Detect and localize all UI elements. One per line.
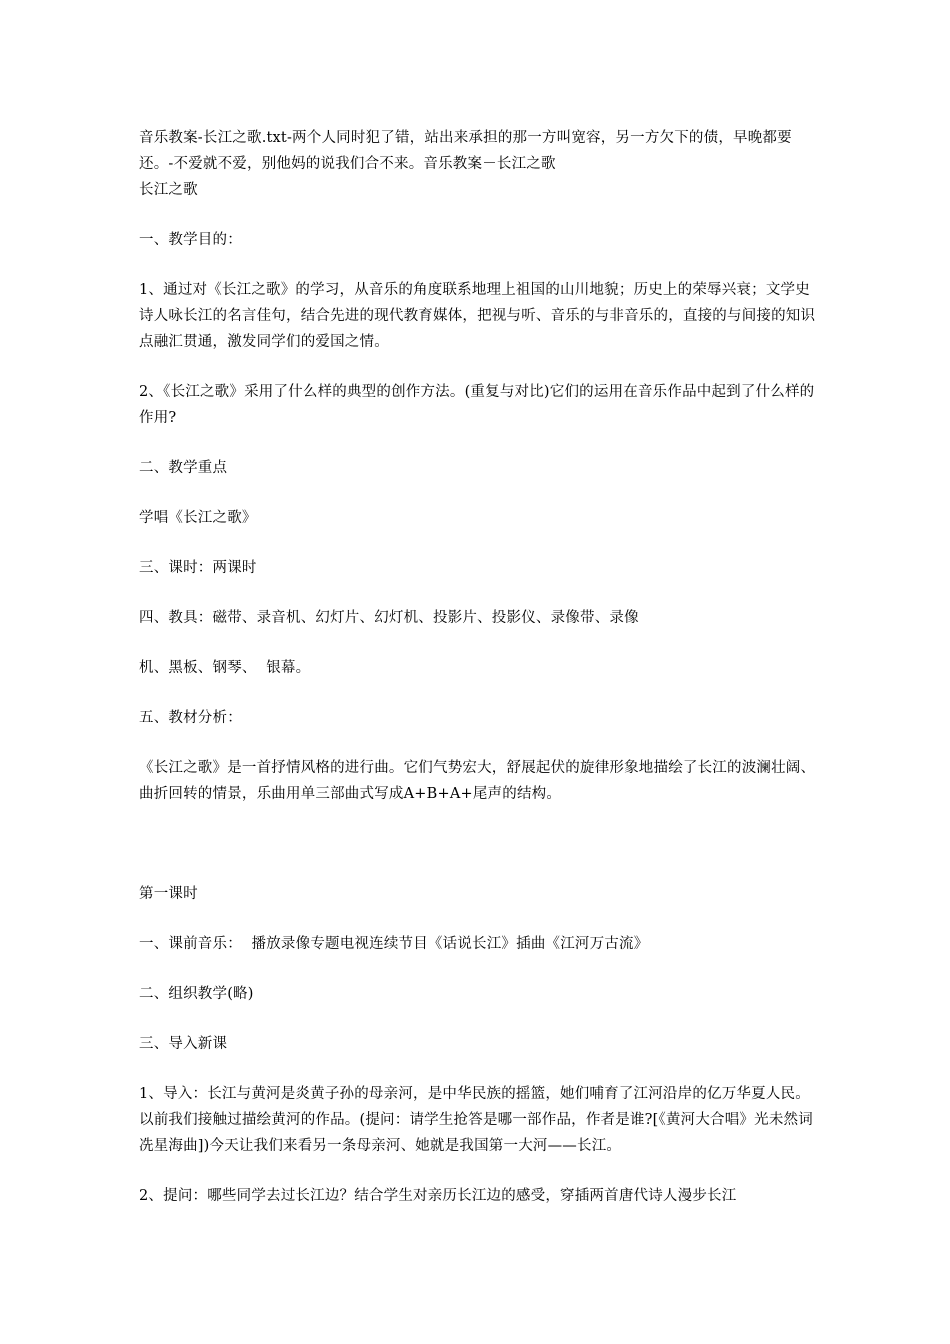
lesson-one-heading: 第一课时: [139, 886, 198, 902]
section-class-hours: 三、课时：两课时: [139, 560, 257, 576]
key-point-text: 学唱《长江之歌》: [139, 510, 257, 526]
section-teaching-aids: 四、教具：磁带、录音机、幻灯片、幻灯机、投影片、投影仪、录像带、录像: [139, 610, 639, 626]
objective-2: 2、《长江之歌》采用了什么样的典型的创作方法。(重复与对比)它们的运用在音乐作品中起到了什么样的作用?: [139, 384, 815, 426]
teaching-aids-continued: 机、黑板、钢琴、 银幕。: [139, 660, 311, 676]
analysis-text: 《长江之歌》是一首抒情风格的进行曲。它们气势宏大，舒展起伏的旋律形象地描绘了长江的波澜壮阔、曲折回转的情景，乐曲用单三部曲式写成A+B+A+尾声的结构。: [139, 760, 816, 802]
organize-teaching: 二、组织教学(略): [139, 986, 254, 1002]
header-line: 音乐教案-长江之歌.txt-两个人同时犯了错，站出来承担的那一方叫宽容，另一方欠下的债，早晚都要还。-不爱就不爱，别他妈的说我们合不来。音乐教案－长江之歌: [139, 130, 792, 172]
section-heading-key-points: 二、教学重点: [139, 460, 228, 476]
document-title: 长江之歌: [139, 182, 198, 198]
document-body: [139, 125, 819, 1209]
section-heading-analysis: 五、教材分析：: [139, 710, 242, 726]
section-heading-objectives: 一、教学目的：: [139, 232, 242, 248]
introduction-step-2: 2、提问：哪些同学去过长江边？结合学生对亲历长江边的感受，穿插两首唐代诗人漫步长江: [139, 1188, 737, 1204]
objective-1: 1、通过对《长江之歌》的学习，从音乐的角度联系地理上祖国的山川地貌；历史上的荣辱兴衰；文学史诗人咏长江的名言佳句，结合先进的现代教育媒体，把视与听、音乐的与非音乐的，直接的与间接的知识点融汇贯通，激发同学们的爱国之情。: [139, 282, 816, 350]
pre-class-music: 一、课前音乐： 播放录像专题电视连续节目《话说长江》插曲《江河万古流》: [139, 936, 649, 952]
introduction-step-1: 1、导入：长江与黄河是炎黄子孙的母亲河，是中华民族的摇篮，她们哺育了江河沿岸的亿万华夏人民。以前我们接触过描绘黄河的作品。(提问：请学生抢答是哪一部作品，作者是谁?[《黄河大合唱》光未然词冼星海曲])今天让我们来看另一条母亲河、她就是我国第一大河——长江。: [139, 1086, 813, 1154]
introduce-new-lesson: 三、导入新课: [139, 1036, 228, 1052]
